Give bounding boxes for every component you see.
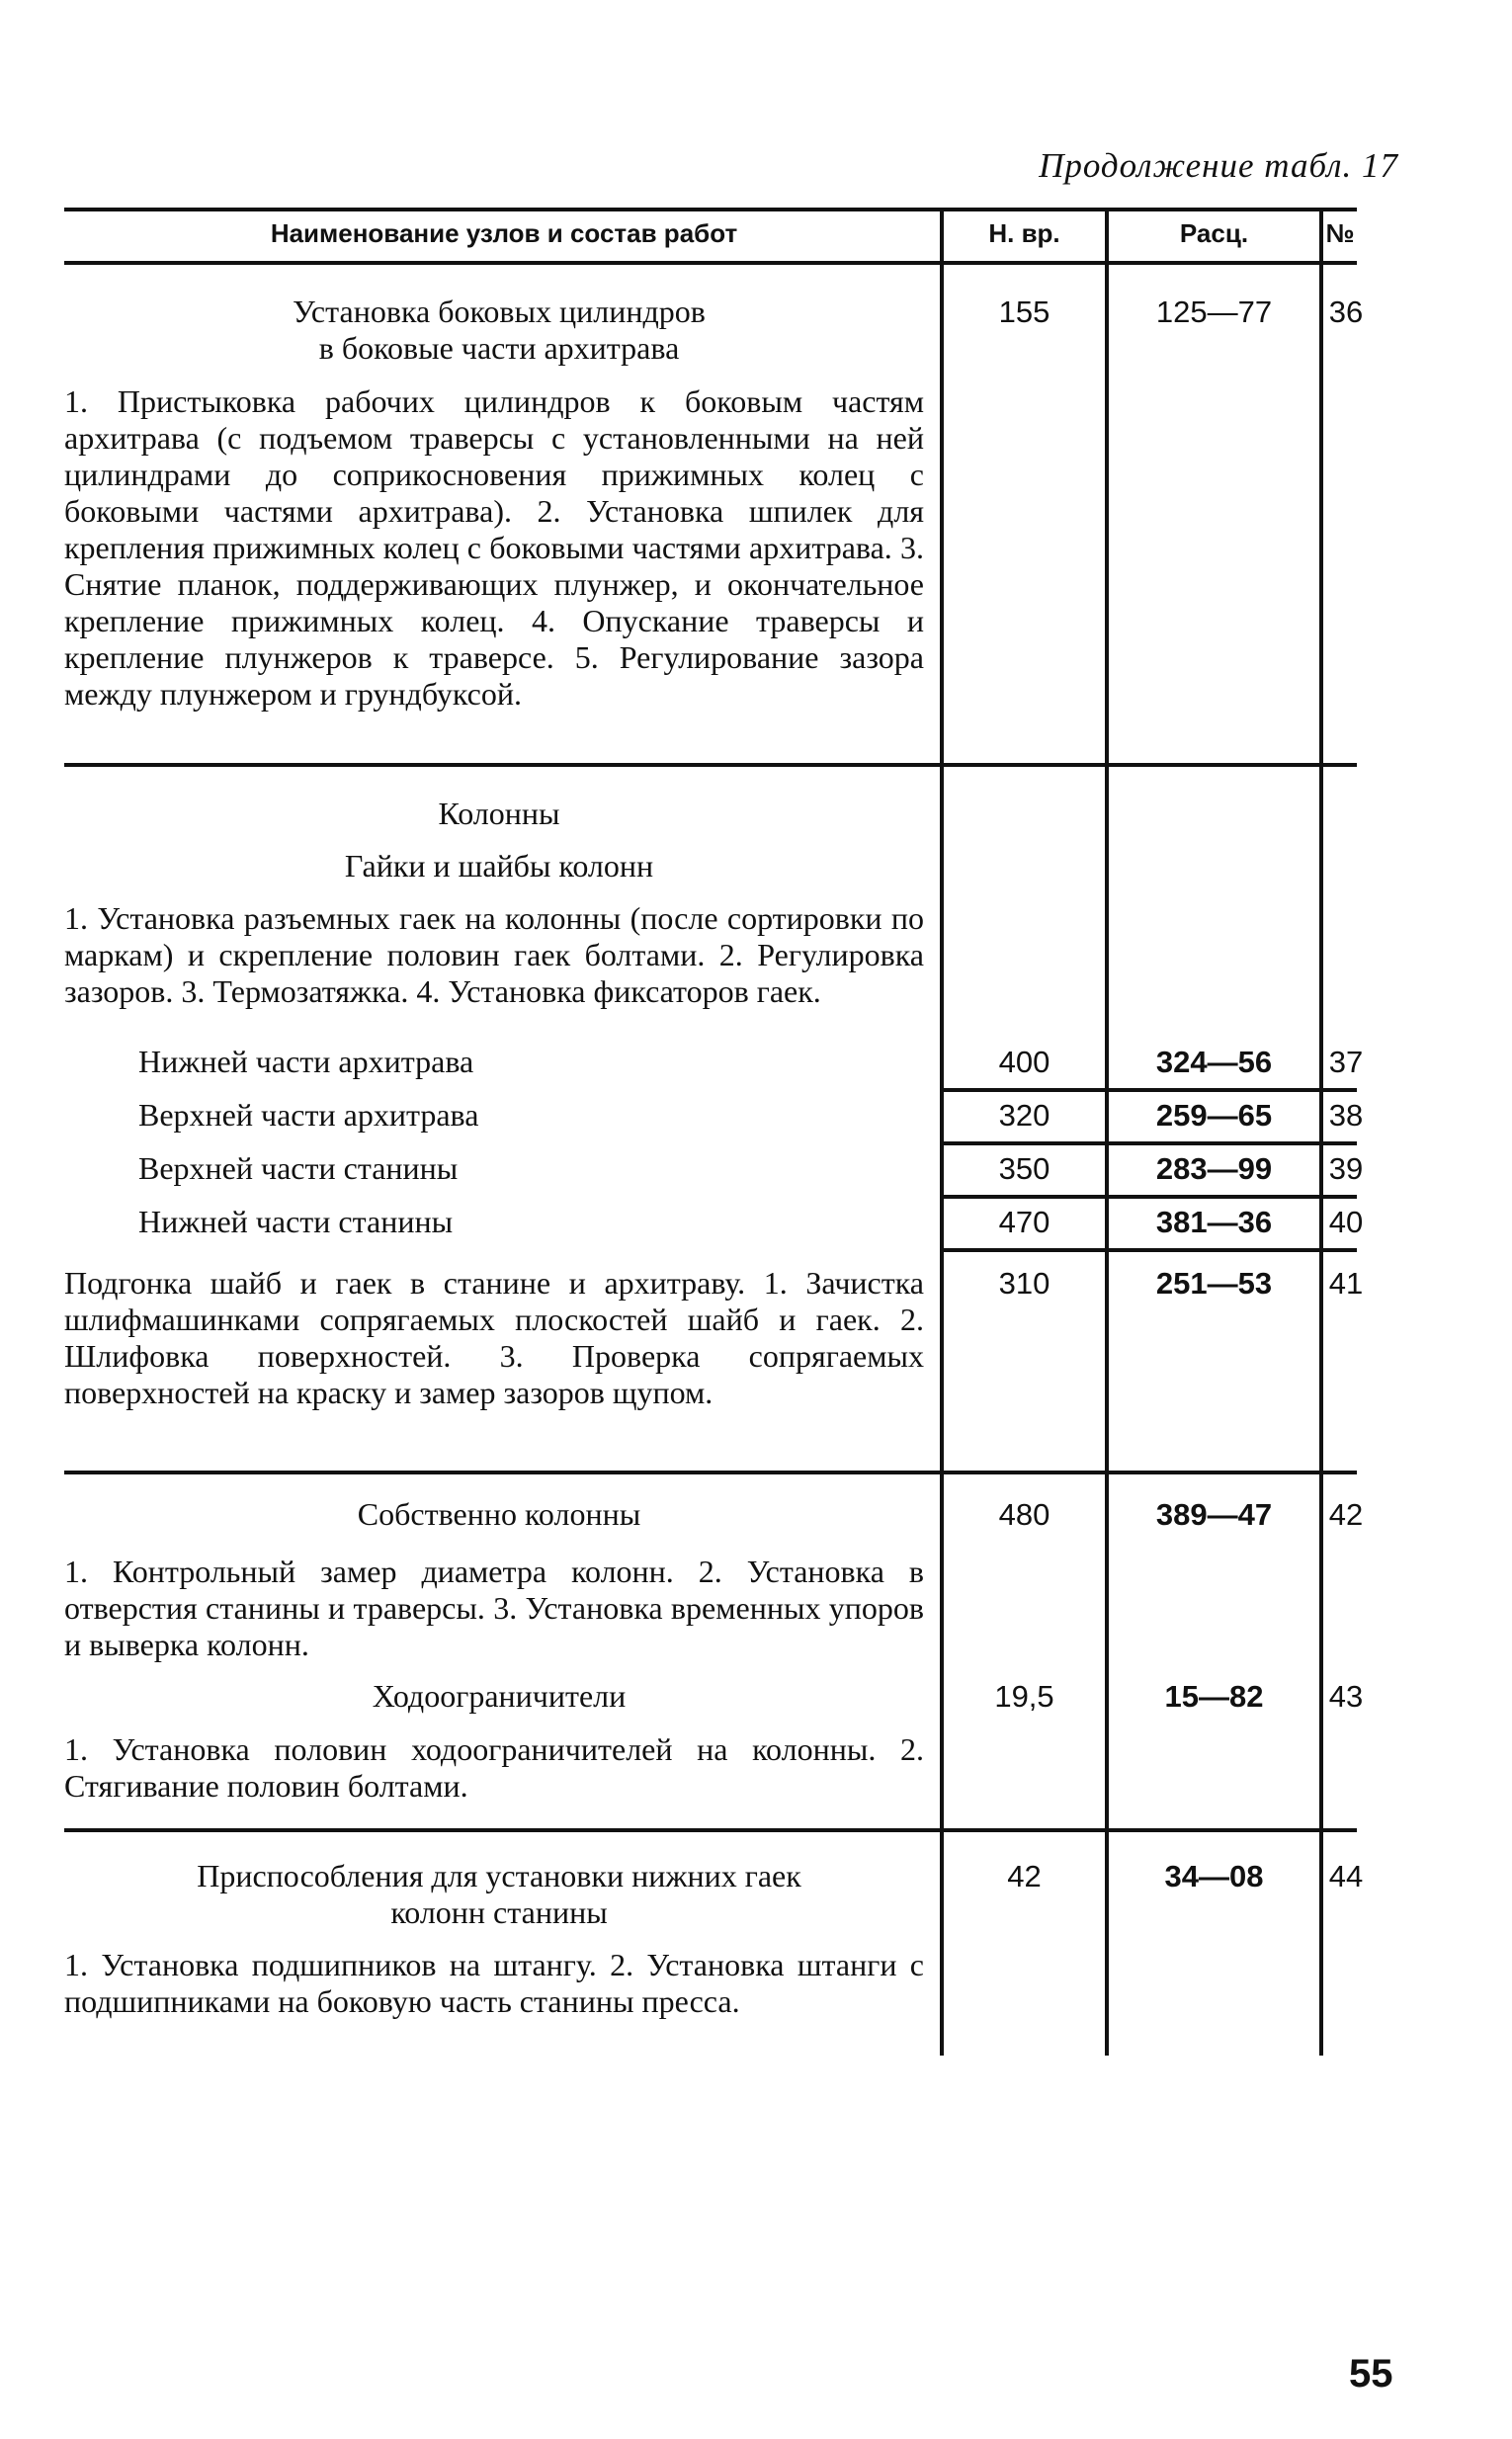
s2-fit-description: Подгонка шайб и гаек в станине и архитраву. 1. Зачистка шлифмашинками сопрягаемых плоскостей шайб и гаек. 2. Шлифовка поверхностей. 3. Проверка сопрягаемых поверхностей на краску и замер зазоров щупом. (64, 1265, 924, 1410)
s2-row-label: Нижней части архитрава (138, 1044, 474, 1079)
s3-description-2: 1. Установка половин ходоограничителей на колонны. 2. Стягивание половин болтами. (64, 1731, 924, 1804)
s1-description: 1. Пристыковка рабочих цилиндров к боковым частям архитрава (с подъемом траверсы с установленными на ней цилиндрами до соприкосновения прижимных колец с боковыми частями архитрава). 2. Установка шпилек для крепления прижимных колец с боковыми частями архитрава. 3. Снятие планок, поддерживающих плунжер, и окончательное крепление прижимных колец. 4. Опускание траверсы и крепление плунжеров к траверсе. 5. Регулирование зазора между плунжером и грундбуксой. (64, 383, 924, 712)
s3-description: 1. Контрольный замер диаметра колонн. 2. Установка в отверстия станины и траверсы. 3. Установка временных упоров и выверка колонн. (64, 1554, 924, 1662)
s2-row-norm: 350 (998, 1151, 1050, 1186)
s3-norm-2: 19,5 (994, 1679, 1054, 1714)
s4-norm: 42 (1007, 1859, 1042, 1893)
s2-row-norm: 470 (998, 1205, 1050, 1239)
page-number: 55 (1349, 2352, 1393, 2396)
s2-row-rate: 381—36 (1155, 1205, 1273, 1239)
s1-norm: 155 (998, 294, 1050, 329)
s2-row-label: Верхней части архитрава (138, 1097, 479, 1133)
s2-fit-norm: 310 (998, 1266, 1050, 1301)
s3-no: 42 (1328, 1497, 1364, 1532)
s2-row-norm: 320 (998, 1098, 1050, 1133)
s3-rate-2: 15—82 (1164, 1679, 1264, 1714)
s2-fit-rate: 251—53 (1155, 1266, 1273, 1301)
s2-row-rate: 283—99 (1155, 1151, 1273, 1186)
s2-row-no: 39 (1328, 1151, 1364, 1186)
s2-description: 1. Установка разъемных гаек на колонны (после сортировки по маркам) и скрепление половин гаек болтами. 2. Регулировка зазоров. 3. Термозатяжка. 4. Установка фиксаторов гаек. (64, 900, 924, 1009)
section-divider-3 (64, 1828, 1357, 1832)
s3-no-2: 43 (1328, 1679, 1364, 1714)
s1-rate: 125—77 (1155, 294, 1273, 329)
s1-no: 36 (1328, 294, 1364, 329)
header-norm: Н. вр. (988, 218, 1060, 248)
s3-title-2: Ходоограничители (372, 1678, 627, 1714)
s2-row-rate: 324—56 (1155, 1045, 1273, 1079)
s2-row-rate: 259—65 (1155, 1098, 1273, 1133)
row-rule (940, 1088, 1357, 1092)
row-rule (940, 1248, 1357, 1252)
s4-title-2: колонн станины (390, 1894, 608, 1930)
header-bottom-rule (64, 261, 1357, 265)
s2-section-title: Колонны (438, 796, 560, 831)
s3-norm: 480 (998, 1497, 1050, 1532)
s2-row-no: 37 (1328, 1045, 1364, 1079)
s2-row-no: 40 (1328, 1205, 1364, 1239)
s4-description: 1. Установка подшипников на штангу. 2. Установка штанги с подшипниками на боковую часть станины пресса. (64, 1947, 924, 2019)
table-top-rule (64, 208, 1357, 211)
s3-rate: 389—47 (1155, 1497, 1273, 1532)
row-rule (940, 1141, 1357, 1145)
s2-fit-no: 41 (1328, 1266, 1364, 1301)
header-no: № (1325, 218, 1355, 248)
s3-title: Собственно колонны (357, 1496, 641, 1532)
table-caption: Продолжение табл. 17 (1039, 146, 1398, 185)
s4-title-1: Приспособления для установки нижних гаек (197, 1858, 801, 1893)
s2-row-norm: 400 (998, 1045, 1050, 1079)
header-name: Наименование узлов и состав работ (270, 218, 738, 248)
section-divider-1 (64, 763, 1357, 767)
header-rate: Расц. (1179, 218, 1249, 248)
s1-title-2: в боковые части архитрава (318, 330, 680, 366)
s2-row-label: Нижней части станины (138, 1204, 454, 1239)
s2-row-label: Верхней части станины (138, 1150, 459, 1186)
s2-title: Гайки и шайбы колонн (344, 848, 654, 883)
section-divider-2 (64, 1471, 1357, 1474)
s2-row-no: 38 (1328, 1098, 1364, 1133)
s1-title-1: Установка боковых цилиндров (293, 294, 706, 329)
s4-no: 44 (1328, 1859, 1364, 1893)
row-rule (940, 1195, 1357, 1199)
s4-rate: 34—08 (1164, 1859, 1264, 1893)
